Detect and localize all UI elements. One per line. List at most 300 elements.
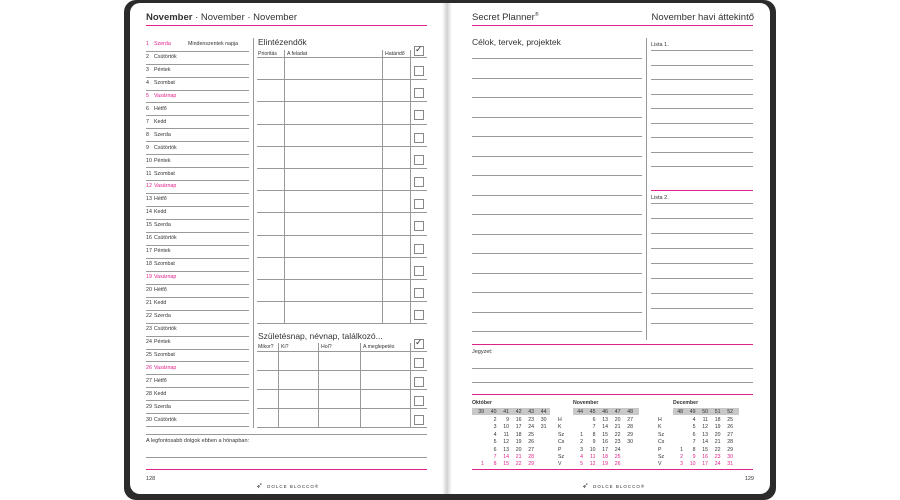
notes-line-1	[472, 368, 753, 369]
calendar-date: 23	[714, 454, 721, 460]
calendar-date: 18	[714, 417, 721, 423]
day-name: Kedd	[154, 118, 167, 125]
weekday-abbr: K	[658, 424, 662, 431]
goal-line	[472, 253, 642, 254]
week-number: 46	[602, 408, 608, 415]
goal-line	[472, 234, 642, 235]
goal-line	[472, 214, 642, 215]
calendar-date: 1	[580, 431, 583, 438]
calendar-date: 13	[503, 446, 509, 453]
calendar-date: 25	[528, 431, 534, 438]
day-number: 23	[146, 325, 152, 332]
day-row	[146, 219, 249, 233]
list2-line	[651, 293, 753, 294]
day-number: 22	[146, 312, 152, 319]
day-name: Szerda	[154, 222, 171, 229]
day-row	[146, 401, 249, 415]
calendar-date: 9	[692, 454, 696, 460]
bday-col-where: Hol?	[321, 344, 332, 350]
todo-col-line-3	[410, 50, 411, 324]
week-number: 47	[614, 408, 621, 415]
day-name: Péntek	[154, 157, 171, 164]
calendar-date: 22	[714, 446, 721, 453]
weekday-abbr: H	[658, 417, 662, 423]
calendar-date: 16	[515, 417, 522, 423]
calendar-date: 11	[503, 431, 509, 438]
calendar-date: 6	[493, 446, 497, 453]
calendar-date: 15	[602, 431, 608, 438]
weekday-abbr: Cs	[658, 439, 665, 446]
day-name: Péntek	[154, 338, 171, 345]
day-name: Szerda	[154, 41, 171, 47]
calendar-date: 4	[692, 417, 696, 423]
day-number: 29	[146, 403, 152, 410]
calendar-date: 10	[503, 424, 509, 431]
week-number: 49	[689, 408, 696, 415]
day-number: 28	[146, 390, 152, 397]
calendar-date: 1	[680, 446, 683, 453]
day-number: 25	[146, 351, 152, 358]
goal-line	[472, 175, 642, 176]
calendar-date: 24	[714, 461, 721, 468]
day-name: Szombat	[154, 261, 175, 268]
calendar-date: 27	[727, 431, 733, 438]
todo-checkbox[interactable]	[414, 177, 424, 187]
day-number: 21	[146, 300, 152, 306]
day-number: 19	[146, 274, 152, 281]
feather-icon: ➶	[582, 481, 589, 490]
week-number: 52	[727, 408, 733, 415]
calendar-date: 7	[692, 439, 696, 446]
todo-col-line-2	[382, 50, 383, 324]
day-name: Csütörtök	[154, 235, 177, 242]
calendar-date: 9	[506, 417, 509, 423]
bday-row-line	[257, 427, 427, 428]
calendar-date: 22	[515, 461, 522, 468]
calendar-date: 6	[692, 431, 696, 438]
calendar-date: 12	[503, 439, 509, 446]
day-name: Szombat	[154, 351, 175, 358]
list2-label: Lista 2.	[651, 195, 669, 201]
list2-line	[651, 233, 753, 234]
day-number: 18	[146, 261, 152, 268]
notes-top-rule	[472, 344, 753, 345]
todo-checkbox[interactable]	[414, 244, 424, 254]
day-number: 1	[146, 41, 149, 47]
day-name: Szerda	[154, 403, 171, 410]
day-number: 6	[146, 105, 149, 112]
bday-checkbox[interactable]	[414, 396, 424, 406]
week-number: 41	[503, 408, 509, 415]
week-number: 44	[577, 408, 583, 415]
calendar-date: 25	[727, 417, 733, 423]
day-name: Péntek	[154, 66, 171, 73]
todo-row-line	[257, 146, 427, 147]
day-number: 4	[146, 79, 149, 86]
list1-line	[651, 152, 753, 153]
day-number: 16	[146, 235, 152, 242]
day-row	[146, 297, 249, 311]
todo-checkbox[interactable]	[414, 266, 424, 276]
day-row	[146, 142, 249, 156]
goal-line	[472, 117, 642, 118]
right-header-reg: ®	[534, 12, 539, 18]
left-logo	[256, 475, 319, 493]
calendar-month: Október	[472, 400, 492, 406]
list1-line	[651, 50, 753, 51]
day-row	[146, 116, 249, 130]
list1-line	[651, 94, 753, 95]
week-number: 48	[627, 408, 633, 415]
week-number: 50	[702, 408, 708, 415]
day-row	[146, 284, 249, 298]
todo-row-line	[257, 190, 427, 191]
day-name: Hétfő	[154, 105, 167, 112]
calendar-date: 12	[702, 424, 708, 431]
todo-checkbox[interactable]	[414, 288, 424, 298]
day-row	[146, 168, 249, 182]
day-number: 2	[146, 53, 149, 60]
day-number: 13	[146, 196, 152, 203]
todo-checkbox[interactable]	[414, 88, 424, 98]
calendar-date: 6	[592, 417, 596, 423]
right-header-rule	[472, 25, 753, 26]
day-name: Péntek	[154, 248, 171, 255]
day-row	[146, 232, 249, 246]
day-number: 15	[146, 222, 152, 229]
goal-line	[472, 156, 642, 157]
day-row	[146, 349, 249, 363]
bottom-top-rule	[146, 434, 427, 435]
calendar-date: 21	[614, 424, 621, 431]
calendar-date: 17	[515, 424, 522, 431]
right-logo	[582, 475, 645, 493]
calendar-date: 8	[692, 446, 696, 453]
calendar-date: 27	[528, 446, 534, 453]
left-footer-rule	[146, 469, 427, 470]
day-number: 14	[146, 209, 152, 216]
mini-calendar	[472, 400, 554, 470]
calendar-date: 31	[540, 424, 547, 431]
day-row	[146, 323, 249, 337]
calendar-date: 18	[602, 454, 608, 460]
bday-row-line	[257, 370, 427, 371]
day-number: 12	[146, 183, 152, 190]
day-row	[146, 362, 249, 376]
todo-row-line	[257, 235, 427, 236]
bday-col-line-1	[278, 343, 279, 428]
day-name: Csütörtök	[154, 144, 177, 151]
calendar-date: 12	[589, 461, 596, 468]
todo-checkbox[interactable]	[414, 110, 424, 120]
todo-checkbox[interactable]	[414, 199, 424, 209]
todo-row-line	[257, 301, 427, 302]
calendar-date: 28	[528, 454, 534, 460]
calendar-top-rule	[472, 394, 753, 395]
todo-col-line-1	[284, 50, 285, 324]
list2-line	[651, 278, 753, 279]
calendar-date: 10	[589, 446, 596, 453]
calendar-date: 18	[515, 431, 522, 438]
calendar-month: November	[573, 400, 599, 406]
calendar-date: 8	[493, 461, 497, 468]
calendar-date: 11	[702, 417, 708, 423]
day-row	[146, 77, 249, 91]
bday-col-when: Mikor?	[258, 344, 274, 350]
day-row	[146, 180, 249, 194]
day-number: 5	[146, 92, 149, 99]
day-number: 8	[146, 131, 149, 138]
calendar-date: 17	[702, 461, 708, 468]
todo-col-priority: Prioritás	[258, 51, 278, 57]
calendar-date: 14	[602, 424, 608, 431]
goal-line	[472, 292, 642, 293]
todo-row-line	[257, 212, 427, 213]
day-name: Kedd	[154, 300, 167, 306]
calendar-date: 24	[528, 424, 534, 431]
calendar-date: 19	[602, 461, 608, 468]
todo-row-line	[257, 323, 427, 324]
day-row	[146, 90, 249, 104]
right-header-left	[472, 12, 539, 23]
list2-line	[651, 203, 753, 204]
todo-checkbox[interactable]	[414, 66, 424, 76]
goals-divider	[646, 38, 647, 340]
day-row	[146, 64, 249, 78]
bday-checkbox[interactable]	[414, 358, 424, 368]
day-number: 20	[146, 287, 152, 294]
todo-header-rule	[257, 57, 427, 58]
calendar-date: 9	[592, 439, 596, 446]
todo-checkbox[interactable]	[414, 155, 424, 165]
calendar-date: 7	[592, 424, 596, 431]
list1-line	[651, 137, 753, 138]
calendar-date: 26	[614, 461, 621, 468]
todo-title: Elintézendők	[258, 37, 307, 47]
calendar-date: 26	[727, 424, 733, 431]
left-logo-text: DOLCE BLOCCO®	[267, 484, 320, 489]
calendar-date: 10	[689, 461, 696, 468]
bottom-line-1	[146, 457, 427, 458]
calendar-date: 5	[692, 424, 696, 431]
calendar-date: 1	[481, 461, 484, 468]
week-number: 39	[478, 408, 484, 415]
weekday-abbr: Sz	[658, 431, 665, 438]
list2-line	[651, 323, 753, 324]
bday-row-line	[257, 408, 427, 409]
calendar-date: 20	[515, 446, 522, 453]
calendar-date: 21	[515, 454, 522, 460]
goal-line	[472, 331, 642, 332]
weekday-abbr: P	[658, 446, 662, 453]
todo-checkbox[interactable]	[414, 133, 424, 143]
day-row	[146, 414, 249, 428]
notes-line-2	[472, 382, 753, 383]
goals-title: Célok, tervek, projektek	[472, 37, 561, 47]
calendar-date: 13	[702, 431, 708, 438]
calendar-date: 19	[714, 424, 721, 431]
calendar-date: 22	[614, 431, 621, 438]
calendar-date: 13	[602, 417, 608, 423]
calendar-date: 26	[528, 439, 534, 446]
calendar-date: 14	[503, 454, 509, 460]
right-header-brand: Secret Planner	[472, 12, 535, 24]
calendar-date: 20	[714, 431, 721, 438]
right-footer-rule	[472, 469, 753, 470]
check-mark-icon: ✓	[415, 337, 423, 347]
day-name: Hétfő	[154, 196, 167, 203]
calendar-date: 4	[580, 454, 583, 460]
weekday-abbr: P	[558, 446, 562, 453]
todo-checkbox[interactable]	[414, 221, 424, 231]
todo-checkbox[interactable]	[414, 310, 424, 320]
day-row	[146, 336, 249, 350]
day-number: 9	[146, 144, 149, 151]
bottom-label: A legfontosabb dolgok ebben a hónapban:	[146, 438, 250, 444]
week-number: 48	[677, 408, 683, 415]
calendar-date: 16	[602, 439, 608, 446]
left-header	[146, 12, 297, 23]
mini-calendar	[558, 400, 655, 470]
calendar-date: 28	[727, 439, 733, 446]
days-divider	[253, 38, 254, 428]
left-header-rest: · November · November	[192, 12, 297, 23]
notes-label: Jegyzet:	[472, 349, 493, 355]
calendar-date: 16	[702, 454, 708, 460]
day-number: 30	[146, 416, 152, 423]
weekday-abbr: V	[558, 461, 562, 468]
week-number: 40	[490, 408, 497, 415]
list-separator	[651, 190, 753, 191]
day-row	[146, 193, 249, 207]
calendar-date: 23	[528, 417, 534, 423]
day-name: Szerda	[154, 131, 171, 138]
calendar-date: 11	[590, 454, 596, 460]
bday-row-line	[257, 389, 427, 390]
calendar-date: 30	[540, 417, 547, 423]
right-logo-text: DOLCE BLOCCO®	[593, 484, 646, 489]
calendar-date: 23	[614, 439, 621, 446]
day-row	[146, 38, 249, 52]
calendar-date: 21	[714, 439, 721, 446]
day-number: 26	[146, 364, 152, 371]
day-name: Vasárnap	[154, 364, 177, 371]
left-header-rule	[146, 25, 427, 26]
day-name: Hétfő	[154, 287, 167, 294]
day-name: Vasárnap	[154, 183, 177, 190]
calendar-date: 3	[680, 461, 683, 468]
day-name: Kedd	[154, 209, 167, 216]
day-event: Mindenszentek napja	[188, 41, 239, 47]
list1-line	[651, 65, 753, 66]
todo-col-deadline: Határidő	[385, 51, 405, 57]
goal-line	[472, 97, 642, 98]
goal-line	[472, 136, 642, 137]
calendar-date: 15	[702, 446, 708, 453]
day-row	[146, 51, 249, 65]
calendar-date: 27	[627, 417, 633, 423]
todo-row-line	[257, 279, 427, 280]
calendar-date: 5	[580, 461, 583, 468]
bday-col-who: Ki?	[281, 344, 289, 350]
list2-line	[651, 248, 753, 249]
day-name: Csütörtök	[154, 325, 177, 332]
todo-row-line	[257, 257, 427, 258]
calendar-date: 30	[727, 454, 733, 460]
list1-label: Lista 1.	[651, 42, 669, 48]
goal-line	[472, 195, 642, 196]
calendar-date: 8	[592, 431, 596, 438]
week-number: 45	[589, 408, 596, 415]
day-row	[146, 310, 249, 324]
calendar-date: 29	[727, 446, 733, 453]
calendar-date: 2	[580, 439, 583, 446]
day-row	[146, 129, 249, 143]
list1-line	[651, 108, 753, 109]
day-number: 10	[146, 157, 152, 164]
bday-title: Születésnap, névnap, találkozó...	[258, 331, 383, 341]
calendar-date: 4	[493, 431, 497, 438]
todo-row-line	[257, 124, 427, 125]
todo-row-line	[257, 168, 427, 169]
goal-line	[472, 312, 642, 313]
bday-col-line-3	[360, 343, 361, 428]
day-name: Szombat	[154, 170, 175, 177]
day-row	[146, 271, 249, 285]
day-name: Szerda	[154, 312, 171, 319]
calendar-date: 29	[528, 461, 534, 468]
feather-icon: ➶	[256, 481, 263, 490]
list1-line	[651, 166, 753, 167]
weekday-abbr: H	[558, 417, 562, 423]
bday-col-line-2	[318, 343, 319, 428]
calendar-date: 2	[493, 417, 497, 423]
calendar-date: 28	[627, 424, 633, 431]
calendar-date: 31	[727, 461, 733, 468]
left-header-title: November	[146, 12, 193, 23]
calendar-date: 14	[702, 439, 708, 446]
goal-line	[472, 78, 642, 79]
bday-checkbox[interactable]	[414, 377, 424, 387]
weekday-abbr: K	[558, 424, 562, 431]
calendar-date: 20	[614, 417, 621, 423]
week-number: 43	[528, 408, 534, 415]
list1-line	[651, 79, 753, 80]
list1-line	[651, 123, 753, 124]
day-row	[146, 155, 249, 169]
calendar-date: 3	[580, 446, 583, 453]
day-name: Vasárnap	[154, 274, 177, 281]
day-number: 3	[146, 66, 149, 73]
left-page-number: 128	[146, 476, 156, 482]
day-name: Vasárnap	[154, 92, 177, 99]
calendar-date: 2	[680, 454, 683, 460]
day-name: Hétfő	[154, 377, 167, 384]
day-row	[146, 375, 249, 389]
day-row	[146, 206, 249, 220]
calendar-date: 24	[614, 446, 621, 453]
weekday-abbr: Cs	[558, 439, 565, 446]
bday-col-surprise: A meglepetés	[363, 344, 395, 350]
calendar-date: 25	[614, 454, 621, 460]
week-number: 44	[540, 408, 547, 415]
calendar-date: 3	[493, 424, 497, 431]
right-header-title: November havi áttekintő	[651, 12, 754, 23]
check-mark-icon: ✓	[415, 44, 423, 54]
bday-checkbox[interactable]	[414, 415, 424, 425]
day-row	[146, 245, 249, 259]
calendar-month: December	[673, 400, 699, 406]
